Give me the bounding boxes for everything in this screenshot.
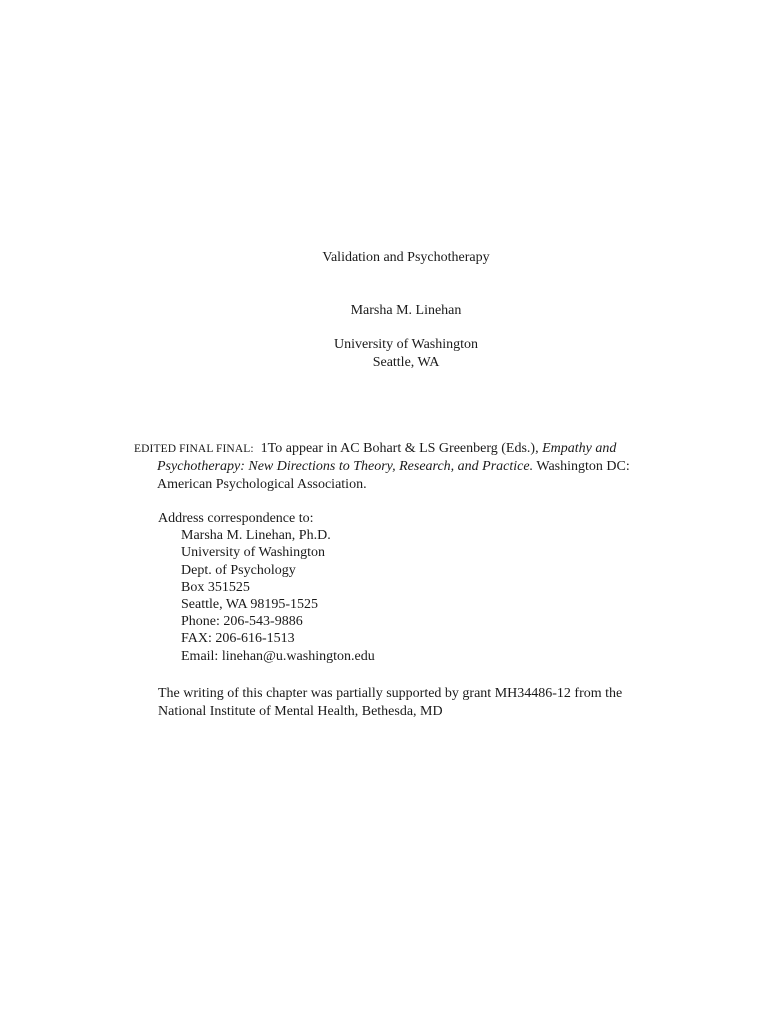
note-publisher: Washington DC: American Psychological Association. [157, 459, 630, 492]
note-lead: To appear in AC Bohart & LS Greenberg (Eds.), [267, 441, 543, 456]
address-line: Box 351525 [181, 579, 250, 595]
author-name: Marsha M. Linehan [350, 303, 462, 318]
publication-note [134, 440, 677, 494]
address-line: University of Washington [181, 545, 326, 561]
correspondence-heading: Address correspondence to: [158, 511, 314, 526]
affiliation-institution: University of Washington [333, 337, 479, 352]
funding-acknowledgement: The writing of this chapter was partially supported by grant MH34486-12 from the National Institute of Mental Health, Bethesda, MD [158, 686, 623, 719]
address-line: Marsha M. Linehan, Ph.D. [181, 528, 331, 544]
address-line: Seattle, WA 98195-1525 [181, 596, 319, 612]
address-line: Dept. of Psychology [181, 562, 296, 578]
edited-label: EDITED FINAL FINAL: [134, 443, 254, 455]
author-affiliation [22, 336, 768, 372]
document-title: Validation and Psychotherapy [322, 250, 490, 265]
fax-line: FAX: 206-616-1513 [181, 631, 295, 647]
affiliation-location: Seattle, WA [372, 355, 440, 370]
footnote-marker: 1 [260, 441, 268, 456]
correspondence-block [158, 510, 375, 665]
phone-line: Phone: 206-543-9886 [181, 614, 303, 630]
email-line: Email: linehan@u.washington.edu [181, 648, 375, 664]
book-title: Empathy and Psychotherapy: New Directions to Theory, Research, and Practice. [157, 441, 617, 474]
